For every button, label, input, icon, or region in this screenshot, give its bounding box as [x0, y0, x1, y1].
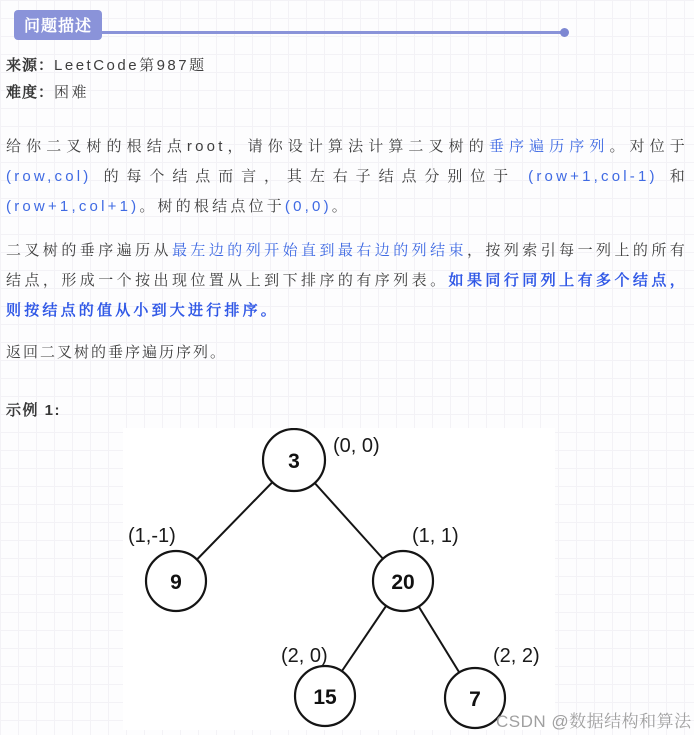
emphasis-text: (row+1,col-1): [528, 168, 658, 185]
csdn-watermark: CSDN @数据结构和算法: [496, 712, 692, 731]
coord-label-0-0: (0, 0): [333, 435, 380, 457]
example-heading: 示例 1:: [6, 402, 62, 419]
section-header: [6, 10, 688, 36]
text-segment: 返回二叉树的垂序遍历序列。: [6, 344, 228, 361]
coord-label-2-0: (2, 0): [281, 645, 328, 667]
emphasis-text: (row+1,col+1): [6, 198, 140, 215]
problem-paragraph-3: [6, 338, 688, 368]
coord-label-1-1: (1, 1): [412, 525, 459, 547]
node-value-7: 7: [469, 688, 481, 711]
source-label: 来源：: [6, 57, 55, 74]
emphasis-text: (0,0): [284, 198, 332, 215]
node-value-15: 15: [313, 686, 337, 709]
binary-tree-diagram: [123, 428, 555, 730]
difficulty-value: 困难: [54, 84, 90, 101]
text-segment: ，按列索引每一列上的所有结点，形成一个按出现位置从上到下排序的有序列表。: [6, 242, 688, 289]
source-value: LeetCode第987题: [54, 57, 207, 74]
coord-label-1-m1: (1,-1): [128, 525, 176, 547]
text-segment: 给你二叉树的根结点root，请你设计算法计算二叉树的: [6, 138, 489, 155]
meta-info: [6, 52, 688, 106]
emphasis-text: (row,col): [6, 168, 92, 185]
text-segment: 。: [331, 198, 350, 215]
text-segment: 二叉树的垂序遍历从: [6, 242, 172, 259]
section-badge: 问题描述: [14, 10, 102, 40]
source-row: [6, 52, 688, 79]
text-segment: 的每个结点而言，其左右子结点分别位于: [91, 168, 529, 185]
emphasis-text: 最左边的列开始直到最右边的列结束: [171, 242, 467, 259]
underline-end-dot: [560, 28, 569, 37]
difficulty-label: 难度：: [6, 84, 55, 101]
coord-label-2-2: (2, 2): [493, 645, 540, 667]
difficulty-row: [6, 79, 688, 106]
text-segment: 。树的根结点位于: [139, 198, 285, 215]
node-value-20: 20: [391, 571, 415, 594]
problem-paragraph-2: [6, 236, 688, 326]
binary-tree-figure: [123, 428, 555, 730]
node-value-9: 9: [170, 571, 182, 594]
node-value-3: 3: [288, 450, 300, 473]
text-segment: 。对位于: [609, 138, 688, 155]
problem-paragraph-1: [6, 132, 688, 222]
emphasis-bold-text: 如果同行同列上有多个结点，则按结点的值从小到大进行排序。: [6, 272, 688, 319]
emphasis-text: 垂序遍历序列: [488, 138, 610, 155]
text-segment: 和: [657, 168, 688, 185]
